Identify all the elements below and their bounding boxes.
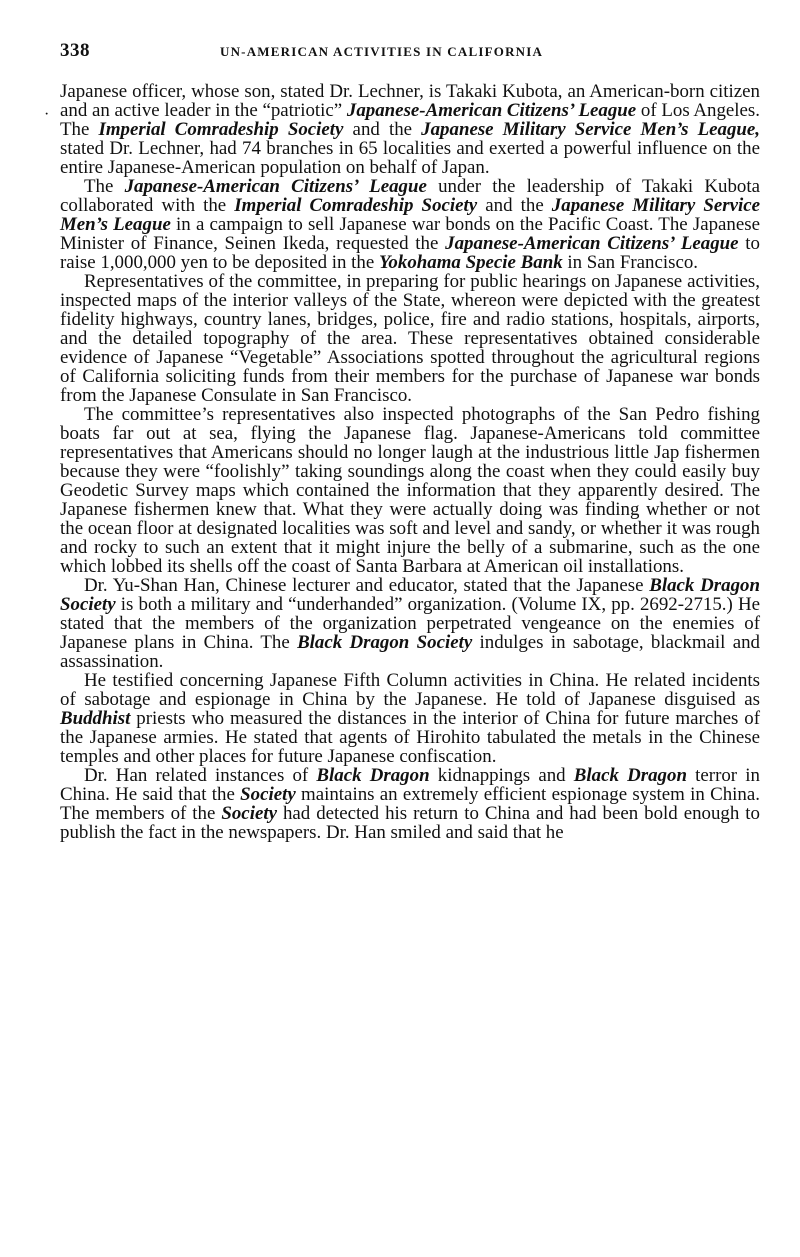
text-run: Dr. Han related instances of: [84, 765, 317, 786]
document-page: [44, 40, 761, 843]
margin-bullet-mark: ·: [44, 106, 50, 123]
italic-name: Society: [240, 784, 296, 805]
text-run: to raise 1,000,000 yen to be deposited in the: [60, 233, 760, 273]
italic-name: Japanese-American Citizens’ League: [346, 100, 637, 121]
italic-name: Imperial Comradeship Society: [98, 119, 344, 140]
text-run: under the leadership of Takaki Kubota collaborated with the: [60, 176, 761, 216]
text-run: in San Francisco.: [562, 252, 699, 273]
italic-name: Society: [221, 803, 277, 824]
italic-name: Black Dragon Society: [60, 575, 760, 615]
text-run: in a campaign to sell Japanese war bonds on the Pacific Coast. The Japanese Minister of Finance, Seinen Ikeda, requested the: [60, 214, 761, 254]
italic-name: Imperial Comradeship Society: [234, 195, 478, 216]
paragraph: [60, 766, 760, 842]
italic-name: Black Dragon: [316, 765, 430, 786]
italic-name: Buddhist: [60, 708, 131, 729]
text-run: terror in China. He said that the: [60, 765, 760, 805]
text-run: indulges in sabotage, blackmail and assassination.: [60, 632, 760, 672]
text-run: and the: [477, 195, 552, 216]
paragraph: [60, 82, 760, 177]
paragraph: [60, 576, 760, 671]
running-title: UN-AMERICAN ACTIVITIES IN CALIFORNIA: [220, 44, 544, 59]
text-run: and the: [343, 119, 422, 140]
body-text: [60, 82, 760, 842]
text-run: is both a military and “underhanded” organization. (Volume IX, pp. 2692-2715.) He stated that the members of the organization perpetrated vengeance on the enemies of Japanese plans in China. The: [60, 594, 760, 653]
text-run: Representatives of the committee, in preparing for public hearings on Japanese activities, inspected maps of the interior valleys of the State, whereon were depicted with the greatest fidelity highways, country lanes, bridges, police, fire and radio stations, hospitals, airports, and the detailed topography of the area. These representatives obtained considerable evidence of Japanese “Vegetable” Associations spotted throughout the agricultural regions of California soliciting funds from their members for the purchase of Japanese war bonds from the Japanese Consulate in San Francisco.: [60, 271, 760, 406]
italic-name: Japanese-American Citizens’ League: [445, 233, 739, 254]
italic-name: Japanese Military Service Men’s League,: [421, 119, 761, 140]
text-run: had detected his return to China and had been bold enough to publish the fact in the newspapers. Dr. Han smiled and said that he: [60, 803, 760, 843]
paragraph: [60, 272, 760, 405]
italic-name: Japanese-American Citizens’ League: [124, 176, 427, 197]
text-run: kidnappings and: [429, 765, 574, 786]
text-run: Dr. Yu-Shan Han, Chinese lecturer and educator, stated that the Japanese: [84, 575, 650, 596]
paragraph: [60, 671, 760, 766]
italic-name: Black Dragon Society: [297, 632, 473, 653]
italic-name: Japanese Military Service Men’s League: [60, 195, 760, 235]
text-run: The: [84, 176, 125, 197]
paragraph: [60, 405, 760, 576]
italic-name: Black Dragon: [573, 765, 687, 786]
page-number: 338: [60, 40, 90, 61]
text-run: maintains an extremely efficient espionage system in China. The members of the: [60, 784, 760, 824]
text-run: stated Dr. Lechner, had 74 branches in 65 localities and exerted a powerful influence on the entire Japanese-American population on behalf of Japan.: [60, 138, 760, 178]
text-run: The committee’s representatives also inspected photographs of the San Pedro fishing boats far out at sea, flying the Japanese flag. Japanese-Americans told committee representatives that Americans should no longer laugh at the industrious little Jap fishermen because they were “foolishly” taking soundings along the coast when they could easily buy Geodetic Survey maps which contained the information that they apparently desired. The Japanese fishermen knew that. What they were actually doing was finding whether or not the ocean floor at designated localities was soft and level and sandy, or whether it was rough and rocky to such an extent that it might injure the belly of a submarine, such as the one which lobbed its shells off the coast of Santa Barbara at American oil installations.: [60, 404, 760, 577]
italic-name: Yokohama Specie Bank: [378, 252, 563, 273]
text-run: Japanese officer, whose son, stated Dr. Lechner, is Takaki Kubota, an American-born citizen and an active leader in the “patriotic”: [60, 81, 760, 121]
text-run: of Los Angeles. The: [60, 100, 761, 140]
running-head: [60, 40, 760, 70]
text-run: priests who measured the distances in the interior of China for future marches of the Japanese armies. He stated that agents of Hirohito tabulated the metals in the Chinese temples and other places for future Japanese confiscation.: [60, 708, 760, 767]
paragraph: [60, 177, 760, 272]
text-run: He testified concerning Japanese Fifth Column activities in China. He related incidents of sabotage and espionage in China by the Japanese. He told of Japanese disguised as: [60, 670, 760, 710]
